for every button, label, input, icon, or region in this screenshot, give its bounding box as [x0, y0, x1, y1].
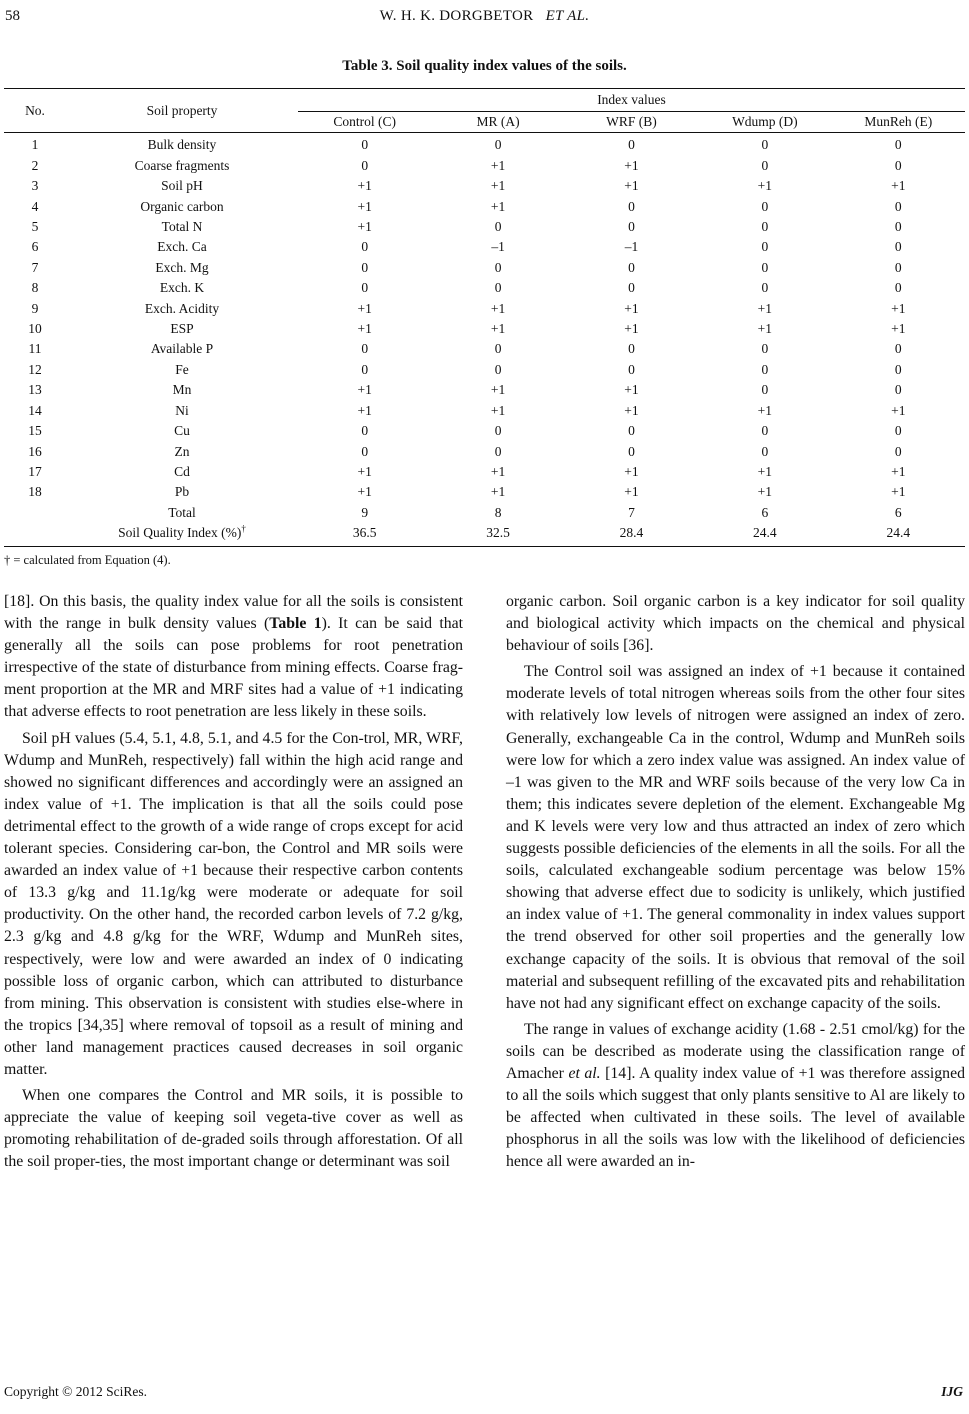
right-column — [506, 591, 965, 1173]
index-value: +1 — [490, 321, 506, 337]
index-value: +1 — [490, 198, 506, 214]
index-value: +1 — [624, 321, 639, 337]
index-value: +1 — [757, 402, 773, 418]
index-value: +1 — [357, 402, 372, 418]
index-value: 0 — [628, 280, 635, 296]
table-row — [4, 237, 965, 257]
table-row — [4, 258, 965, 278]
index-value: 0 — [361, 280, 369, 296]
col-header-site: MR (A) — [431, 112, 564, 133]
paragraph: [18]. On this basis, the quality index value for all the soils is consistent with the range in bulk density values (Table 1). It can be said that generally all the soils can pose problems for root penetration irrespective of the state of disturbance from mining effects. Coarse frag-ment proportion at the MR and MRF sites had a value of +1 indicating that adverse effects to root penetration are less likely in these soils. — [4, 593, 464, 721]
table-row — [4, 133, 965, 156]
index-value: +1 — [624, 178, 639, 194]
index-value: +1 — [757, 300, 773, 316]
index-value: 0 — [361, 259, 369, 275]
index-value: 0 — [761, 423, 769, 439]
paragraph: Soil pH values (5.4, 5.1, 4.8, 5.1, and 4.5 for the Con-trol, MR, WRF, Wdump and MunReh, respectively) fall within the high acid range and showed no significant differences and accordingly were an assigned an index value of +1. The implication is that all the soils could pose detrimental effect to the growth of a wide range of crops except for acid tolerant species. Considering car-bon, the Control and MR soils were awarded an index value of +1 because their respective carbon contents of 13.3 g/kg and 11.1g/kg were moderate or adequate for soil productivity. On the other hand, the recorded carbon levels of 7.2 g/kg, 2.3 g/kg and 4.8 g/kg for the WRF, Wdump and MunReh sites, respectively, were low and were awarded an index of 0 indicating possible loss of organic carbon, which can attributed to disturbance from mining. This observation is consistent with studies else-where in the tropics [34,35] where removal of topsoil as a result of mining and other land management practices caused decreases in soil organic matter. — [4, 729, 463, 1078]
index-value: 0 — [894, 219, 902, 235]
sqi-value: 24.4 — [698, 523, 831, 546]
journal-abbrev: IJG — [941, 1384, 963, 1399]
index-value: 0 — [628, 219, 635, 235]
index-value: +1 — [357, 198, 372, 214]
table-caption: Table 3. Soil quality index values of the soils. — [342, 58, 627, 74]
index-value: 0 — [894, 423, 902, 439]
soil-property: Zn — [174, 443, 190, 459]
soil-property: Exch. Acidity — [144, 300, 220, 316]
total-value: 9 — [361, 504, 369, 520]
soil-property: Ni — [175, 402, 189, 418]
index-value: 0 — [894, 280, 902, 296]
col-header-property: Soil property — [66, 89, 298, 133]
index-value: 0 — [894, 157, 902, 173]
index-value: 0 — [494, 361, 502, 377]
row-number: 18 — [28, 484, 42, 500]
table-row — [4, 482, 965, 502]
total-value: 6 — [894, 504, 902, 520]
index-value: 0 — [494, 280, 502, 296]
index-value: +1 — [357, 321, 372, 337]
running-header — [0, 8, 969, 30]
index-value: 0 — [361, 157, 369, 173]
index-value: 0 — [894, 382, 902, 398]
index-value: 0 — [361, 443, 369, 459]
row-number: 2 — [31, 157, 39, 173]
index-value: 0 — [494, 443, 502, 459]
index-value: +1 — [624, 484, 639, 500]
index-value: 0 — [494, 219, 502, 235]
soil-property: Exch. Mg — [155, 259, 209, 275]
table-row — [4, 319, 965, 339]
table-row — [4, 217, 965, 237]
total-value: 7 — [628, 504, 635, 520]
paragraph: The Control soil was assigned an index of +1 because it contained moderate levels of total nitrogen whereas soils from the other four sites with relatively low levels of nitrogen were assigned an index of zero. Generally, exchangeable Ca in the control, Wdump and MunReh soils were low for which a zero index value was assigned. An index value of –1 was given to the MR and WRF soils because of the very low Ca in them; this indicates severe depletion of the element. Exchangeable Mg and K levels were very low and thus attracted an index of zero which suggests possible deficiencies of the elements in all the soils. For all the soils, calculated exchangeable sodium percentage was below 15% showing that adverse effect due to sodicity is unlikely, which justified an index value of +1. The general commonality in index values support the trend observed for other soil properties and the generally low exchange capacity of the soils. It is obvious that removal of the soil material and subsequent refilling of the excavated pits and rehabilitation have not had any significant effect on exchange capacity of the soils. — [506, 663, 965, 1012]
row-number: 17 — [28, 463, 42, 479]
row-number: 15 — [28, 423, 42, 439]
index-value: +1 — [757, 178, 773, 194]
index-value: 0 — [894, 259, 902, 275]
total-value: 6 — [761, 504, 769, 520]
sqi-value: 24.4 — [832, 523, 965, 546]
index-value: +1 — [357, 219, 372, 235]
index-value: 0 — [494, 341, 502, 357]
index-value: +1 — [757, 484, 773, 500]
index-value: 0 — [761, 382, 769, 398]
row-number: 3 — [31, 178, 39, 194]
left-column — [4, 591, 463, 1173]
row-number: 1 — [31, 137, 39, 153]
index-value: +1 — [624, 157, 639, 173]
index-value: 0 — [628, 361, 635, 377]
index-value: +1 — [357, 484, 372, 500]
authors: W. H. K. DORGBETOR — [379, 8, 534, 24]
index-value: +1 — [891, 321, 906, 337]
row-number: 5 — [31, 219, 39, 235]
paragraph: When one compares the Control and MR soils, it is possible to appreciate the value of keeping soil vegeta-tive cover as well as promoting rehabilitation of de-graded soils through afforestation. Of all the soil proper-ties, the most important change or determinant was soil — [4, 1087, 463, 1171]
index-value: 0 — [361, 341, 369, 357]
table-row — [4, 176, 965, 196]
index-value: +1 — [891, 300, 906, 316]
running-head-authors — [0, 8, 969, 25]
index-value: +1 — [891, 484, 906, 500]
index-value: +1 — [490, 157, 506, 173]
index-value: +1 — [624, 300, 639, 316]
table-row — [4, 442, 965, 462]
soil-property: Bulk density — [147, 137, 217, 153]
index-value: +1 — [490, 484, 506, 500]
row-number: 9 — [31, 300, 39, 316]
index-value: +1 — [891, 463, 906, 479]
table-row — [4, 278, 965, 298]
col-header-site: Control (C) — [298, 112, 431, 133]
table-row — [4, 401, 965, 421]
index-value: 0 — [361, 361, 369, 377]
table-footnote: † = calculated from Equation (4). — [4, 553, 171, 567]
col-header-site: WRF (B) — [565, 112, 698, 133]
index-value: +1 — [891, 402, 906, 418]
index-value: +1 — [490, 382, 506, 398]
total-label: Total — [168, 504, 196, 520]
page-number: 58 — [5, 8, 20, 24]
soil-property: Organic carbon — [140, 198, 224, 214]
index-value: 0 — [894, 137, 902, 153]
et-al: ET AL. — [545, 8, 590, 24]
index-value: +1 — [490, 178, 506, 194]
sqi-row — [4, 523, 965, 546]
index-value: 0 — [894, 198, 902, 214]
index-value: 0 — [761, 443, 769, 459]
index-value: +1 — [891, 178, 906, 194]
row-number: 11 — [28, 341, 42, 357]
index-value: 0 — [761, 137, 769, 153]
index-value: 0 — [761, 259, 769, 275]
table-row — [4, 197, 965, 217]
col-header-site: Wdump (D) — [698, 112, 831, 133]
index-value: +1 — [757, 321, 773, 337]
index-value: 0 — [628, 443, 635, 459]
table-row — [4, 360, 965, 380]
index-value: 0 — [361, 423, 369, 439]
paragraph: The range in values of exchange acidity (1.68 - 2.51 cmol/kg) for the soils can be described as moderate using the classification range of Amacher et al. [14]. A quality index value of +1 was therefore assigned to all the soils which suggest that only plants sensitive to Al are likely to be affected when cultivated in these soils. The level of available phosphorus in all the soils was low with the likelihood of deficiencies hence all were awarded an in- — [506, 1020, 965, 1171]
index-value: 0 — [494, 259, 502, 275]
index-value: +1 — [624, 382, 639, 398]
table-row — [4, 462, 965, 482]
soil-property: Fe — [175, 361, 189, 377]
col-header-index-values: Index values — [298, 89, 965, 112]
row-number: 4 — [31, 198, 39, 214]
index-value: 0 — [761, 280, 769, 296]
soil-property: Exch. K — [159, 280, 205, 296]
index-value: 0 — [361, 239, 369, 255]
index-value: +1 — [490, 402, 506, 418]
table-row — [4, 156, 965, 176]
soil-property: Total N — [161, 219, 203, 235]
col-header-site: MunReh (E) — [832, 112, 965, 133]
table-row — [4, 339, 965, 359]
index-value: 0 — [361, 137, 369, 153]
index-value: 0 — [894, 239, 902, 255]
row-number: 13 — [28, 382, 42, 398]
index-value: 0 — [761, 361, 769, 377]
sqi-label: Soil Quality Index (%)† — [66, 523, 298, 546]
table-row — [4, 421, 965, 441]
table-row — [4, 380, 965, 400]
index-value: +1 — [357, 463, 372, 479]
col-header-no: No. — [4, 89, 66, 133]
copyright: Copyright © 2012 SciRes. — [4, 1384, 148, 1399]
row-number: 7 — [31, 259, 39, 275]
index-value: +1 — [357, 178, 372, 194]
total-value: 8 — [494, 504, 502, 520]
sqi-value: 32.5 — [431, 523, 564, 546]
index-value: +1 — [357, 382, 372, 398]
index-value: +1 — [490, 463, 506, 479]
index-value: 0 — [494, 423, 502, 439]
soil-property: Soil pH — [161, 178, 203, 194]
soil-property: Available P — [150, 341, 214, 357]
index-value: 0 — [761, 157, 769, 173]
table-row — [4, 299, 965, 319]
index-value: 0 — [628, 423, 635, 439]
row-number: 6 — [31, 239, 39, 255]
index-value: –1 — [491, 239, 505, 255]
soil-property: Cd — [174, 463, 190, 479]
index-value: 0 — [628, 198, 635, 214]
index-value: 0 — [894, 361, 902, 377]
soil-property: Pb — [174, 484, 190, 500]
index-value: 0 — [761, 198, 769, 214]
index-value: 0 — [628, 259, 635, 275]
soil-quality-table — [4, 88, 965, 547]
index-value: +1 — [757, 463, 773, 479]
row-number: 16 — [28, 443, 42, 459]
index-value: 0 — [761, 239, 769, 255]
index-value: 0 — [628, 137, 635, 153]
soil-property: Mn — [172, 382, 192, 398]
index-value: +1 — [490, 300, 506, 316]
index-value: 0 — [761, 341, 769, 357]
index-value: 0 — [494, 137, 502, 153]
index-value: 0 — [761, 219, 769, 235]
index-value: 0 — [628, 341, 635, 357]
sqi-value: 36.5 — [298, 523, 431, 546]
soil-property: Coarse fragments — [134, 157, 230, 173]
index-value: 0 — [894, 443, 902, 459]
index-value: +1 — [624, 402, 639, 418]
total-row — [4, 503, 965, 523]
index-value: 0 — [894, 341, 902, 357]
index-value: +1 — [357, 300, 372, 316]
index-value: +1 — [624, 463, 639, 479]
soil-property: Cu — [174, 423, 190, 439]
sqi-value: 28.4 — [565, 523, 698, 546]
row-number: 8 — [31, 280, 39, 296]
soil-property: Exch. Ca — [157, 239, 207, 255]
row-number: 10 — [28, 321, 42, 337]
dagger-mark: † — [241, 523, 246, 534]
row-number: 14 — [28, 402, 42, 418]
soil-property: ESP — [170, 321, 194, 337]
index-value: –1 — [624, 239, 639, 255]
row-number: 12 — [28, 361, 42, 377]
paragraph: organic carbon. Soil organic carbon is a key indicator for soil quality and biological activity which impacts on the chemical and physical behaviour of soils [36]. — [506, 593, 965, 655]
table-ref: Table 1 — [269, 615, 322, 633]
